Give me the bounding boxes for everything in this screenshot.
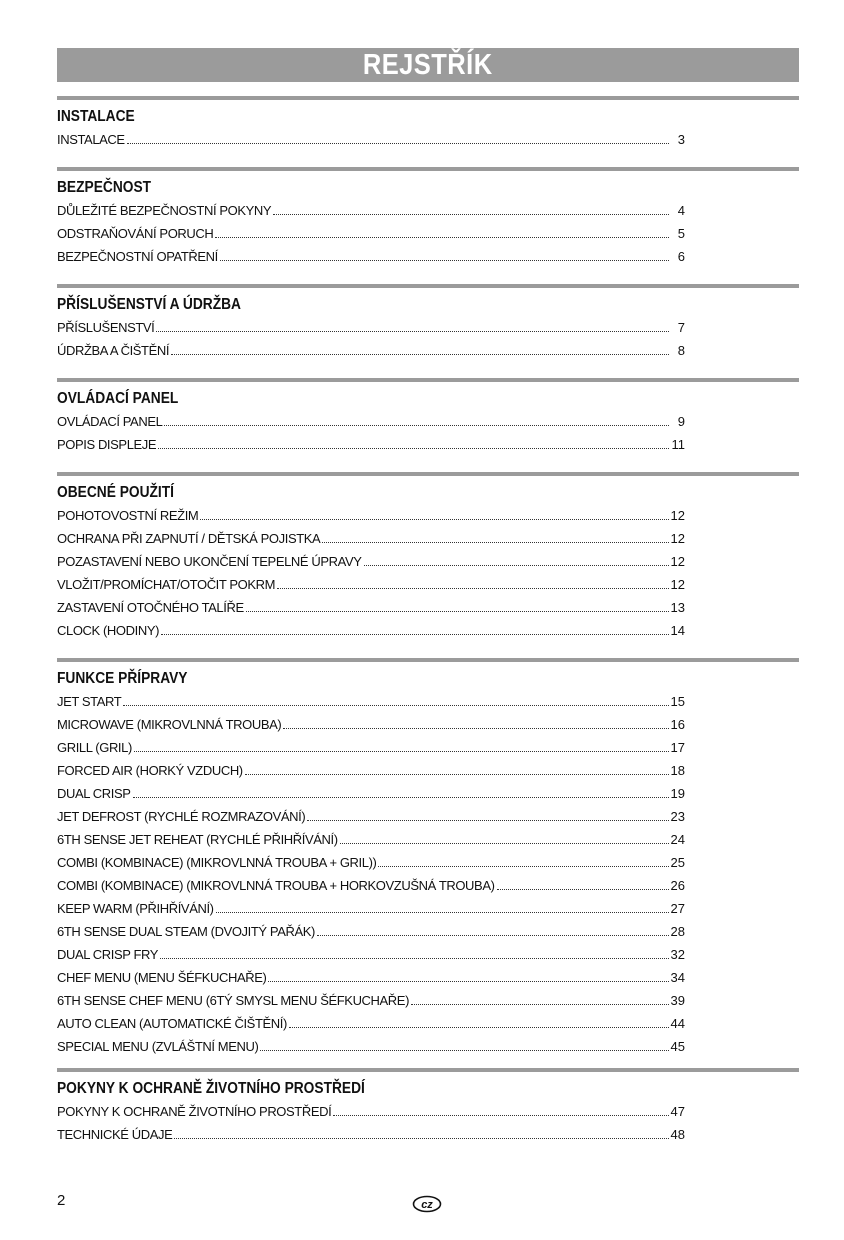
section-bezpecnost <box>57 167 799 268</box>
toc-entry-label: POKYNY K OCHRANĚ ŽIVOTNÍHO PROSTŘEDÍ <box>57 1104 332 1119</box>
toc-entry[interactable] <box>57 619 685 642</box>
language-badge-icon <box>412 1195 442 1213</box>
dot-leader <box>174 1130 668 1139</box>
toc-entry-page: 7 <box>677 320 685 335</box>
toc-entry-label: VLOŽIT/PROMÍCHAT/OTOČIT POKRM <box>57 577 276 592</box>
toc-entry-page: 8 <box>677 343 685 358</box>
toc-entry[interactable] <box>57 316 685 339</box>
toc-entry-page: 12 <box>670 508 685 523</box>
toc-entry-page: 45 <box>670 1039 685 1054</box>
toc-entry-label: SPECIAL MENU (ZVLÁŠTNÍ MENU) <box>57 1039 259 1054</box>
toc-entry[interactable] <box>57 966 685 989</box>
dot-leader <box>160 950 668 959</box>
toc-entry-label: CLOCK (HODINY) <box>57 623 160 638</box>
dot-leader <box>378 858 668 867</box>
toc-entry[interactable] <box>57 596 685 619</box>
dot-leader <box>156 323 669 332</box>
toc-entry-label: BEZPEČNOSTNÍ OPATŘENÍ <box>57 249 218 264</box>
toc-entry-page: 12 <box>670 554 685 569</box>
dot-leader <box>134 743 669 752</box>
toc-entry-label: GRILL (GRIL) <box>57 740 132 755</box>
toc-entry[interactable] <box>57 897 685 920</box>
toc-entry-page: 12 <box>670 577 685 592</box>
toc-entry[interactable] <box>57 713 685 736</box>
section-pokyny-zivotni-prostredi <box>57 1068 799 1146</box>
toc-entry-page: 34 <box>670 970 685 985</box>
dot-leader <box>333 1107 668 1116</box>
toc-entry[interactable] <box>57 1012 685 1035</box>
toc-entry-page: 18 <box>670 763 685 778</box>
section-heading: FUNKCE PŘÍPRAVY <box>57 670 188 687</box>
page-number: 2 <box>57 1192 66 1209</box>
toc-entry-page: 26 <box>670 878 685 893</box>
section-divider <box>57 658 799 662</box>
toc-entry-page: 47 <box>670 1104 685 1119</box>
page-title: REJSTŘÍK <box>363 48 493 81</box>
toc-entry-label: COMBI (KOMBINACE) (MIKROVLNNÁ TROUBA + GRIL)) <box>57 855 377 870</box>
toc-entry[interactable] <box>57 410 685 433</box>
toc-entry-page: 4 <box>677 203 685 218</box>
toc-entry[interactable] <box>57 433 685 456</box>
dot-leader <box>215 229 669 238</box>
toc-entry-label: COMBI (KOMBINACE) (MIKROVLNNÁ TROUBA + HORKOVZUŠNÁ TROUBA) <box>57 878 495 893</box>
toc-entry-label: PŘÍSLUŠENSTVÍ <box>57 320 155 335</box>
toc-entry-label: 6TH SENSE DUAL STEAM (DVOJITÝ PAŘÁK) <box>57 924 315 939</box>
dot-leader <box>268 973 668 982</box>
toc-entry[interactable] <box>57 550 685 573</box>
dot-leader <box>127 135 669 144</box>
dot-leader <box>364 557 669 566</box>
dot-leader <box>273 206 669 215</box>
toc-entry-page: 3 <box>677 132 685 147</box>
toc-entry[interactable] <box>57 874 685 897</box>
toc-entry-label: 6TH SENSE CHEF MENU (6TÝ SMYSL MENU ŠÉFKUCHAŘE) <box>57 993 409 1008</box>
section-heading: INSTALACE <box>57 108 135 125</box>
toc-entry-page: 19 <box>670 786 685 801</box>
section-heading: BEZPEČNOST <box>57 179 152 196</box>
section-divider <box>57 96 799 100</box>
toc-entry[interactable] <box>57 1100 685 1123</box>
dot-leader <box>216 904 669 913</box>
toc-entry-page: 24 <box>670 832 685 847</box>
section-divider <box>57 378 799 382</box>
toc-entry-label: ÚDRŽBA A ČIŠTĚNÍ <box>57 343 170 358</box>
toc-entry[interactable] <box>57 504 685 527</box>
dot-leader <box>164 417 669 426</box>
section-obecne-pouziti <box>57 472 799 642</box>
dot-leader <box>133 789 669 798</box>
section-divider <box>57 1068 799 1072</box>
dot-leader <box>123 697 668 706</box>
toc-entry-page: 11 <box>671 437 685 452</box>
toc-entry-page: 5 <box>677 226 685 241</box>
toc-entry-label: ODSTRAŇOVÁNÍ PORUCH <box>57 226 214 241</box>
toc-entry-page: 48 <box>670 1127 685 1142</box>
toc-entry-label: POZASTAVENÍ NEBO UKONČENÍ TEPELNÉ ÚPRAVY <box>57 554 362 569</box>
toc-entry-label: INSTALACE <box>57 132 125 147</box>
toc-entry-label: MICROWAVE (MIKROVLNNÁ TROUBA) <box>57 717 282 732</box>
toc-entry[interactable] <box>57 128 685 151</box>
toc-entry[interactable] <box>57 1035 685 1058</box>
toc-entry-label: DUAL CRISP FRY <box>57 947 159 962</box>
toc-entry[interactable] <box>57 527 685 550</box>
dot-leader <box>260 1042 668 1051</box>
toc-entry[interactable] <box>57 782 685 805</box>
dot-leader <box>171 346 669 355</box>
toc-entry-label: JET DEFROST (RYCHLÉ ROZMRAZOVÁNÍ) <box>57 809 306 824</box>
toc-entry-label: DUAL CRISP <box>57 786 131 801</box>
dot-leader <box>307 812 668 821</box>
section-funkce-pripravy <box>57 658 799 1058</box>
toc-entry-page: 39 <box>670 993 685 1008</box>
toc-entry-label: 6TH SENSE JET REHEAT (RYCHLÉ PŘIHŘÍVÁNÍ) <box>57 832 338 847</box>
section-heading: POKYNY K OCHRANĚ ŽIVOTNÍHO PROSTŘEDÍ <box>57 1080 365 1097</box>
dot-leader <box>246 603 669 612</box>
toc-entry[interactable] <box>57 339 685 362</box>
toc-entry[interactable] <box>57 989 685 1012</box>
toc-entry-page: 17 <box>670 740 685 755</box>
toc-entry[interactable] <box>57 805 685 828</box>
dot-leader <box>497 881 669 890</box>
section-heading: PŘÍSLUŠENSTVÍ A ÚDRŽBA <box>57 296 241 313</box>
toc-entry-page: 9 <box>677 414 685 429</box>
toc-entry[interactable] <box>57 736 685 759</box>
toc-entry-page: 25 <box>670 855 685 870</box>
toc-entry[interactable] <box>57 690 685 713</box>
toc-entry-page: 14 <box>670 623 685 638</box>
toc-entry-page: 12 <box>670 531 685 546</box>
section-divider <box>57 284 799 288</box>
section-divider <box>57 472 799 476</box>
section-ovladaci-panel <box>57 378 799 456</box>
dot-leader <box>322 534 668 543</box>
toc-entry-page: 27 <box>670 901 685 916</box>
toc-entry-label: DŮLEŽITÉ BEZPEČNOSTNÍ POKYNY <box>57 203 272 218</box>
toc-entry-page: 32 <box>670 947 685 962</box>
toc-entry-page: 13 <box>670 600 685 615</box>
toc-entry[interactable] <box>57 222 685 245</box>
dot-leader <box>283 720 668 729</box>
toc-entry-page: 6 <box>677 249 685 264</box>
toc-entry-page: 16 <box>670 717 685 732</box>
toc-entry[interactable] <box>57 943 685 966</box>
toc-entry-page: 15 <box>670 694 685 709</box>
toc-entry[interactable] <box>57 828 685 851</box>
toc-entry-label: AUTO CLEAN (AUTOMATICKÉ ČIŠTĚNÍ) <box>57 1016 287 1031</box>
toc-entry[interactable] <box>57 1123 685 1146</box>
section-heading: OBECNÉ POUŽITÍ <box>57 484 174 501</box>
dot-leader <box>340 835 669 844</box>
toc-entry-label: OCHRANA PŘI ZAPNUTÍ / DĚTSKÁ POJISTKA <box>57 531 321 546</box>
dot-leader <box>289 1019 669 1028</box>
toc-entry-page: 23 <box>670 809 685 824</box>
dot-leader <box>161 626 669 635</box>
title-bar <box>57 48 799 82</box>
section-heading: OVLÁDACÍ PANEL <box>57 390 179 407</box>
section-divider <box>57 167 799 171</box>
dot-leader <box>220 252 669 261</box>
toc-entry[interactable] <box>57 759 685 782</box>
toc-entry-label: KEEP WARM (PŘIHŘÍVÁNÍ) <box>57 901 214 916</box>
section-instalace <box>57 96 799 151</box>
dot-leader <box>200 511 668 520</box>
toc-entry-label: POPIS DISPLEJE <box>57 437 157 452</box>
toc-entry[interactable] <box>57 851 685 874</box>
dot-leader <box>317 927 669 936</box>
dot-leader <box>411 996 669 1005</box>
toc-entry-page: 44 <box>670 1016 685 1031</box>
toc-entry[interactable] <box>57 920 685 943</box>
toc-entry-label: ZASTAVENÍ OTOČNÉHO TALÍŘE <box>57 600 244 615</box>
toc-entry[interactable] <box>57 573 685 596</box>
dot-leader <box>277 580 668 589</box>
toc-entry[interactable] <box>57 199 685 222</box>
toc-entry-label: POHOTOVOSTNÍ REŽIM <box>57 508 199 523</box>
toc-entry-page: 28 <box>670 924 685 939</box>
toc-entry-label: JET START <box>57 694 122 709</box>
section-prislusenstvi <box>57 284 799 362</box>
dot-leader <box>245 766 669 775</box>
toc-entry[interactable] <box>57 245 685 268</box>
toc-entry-label: FORCED AIR (HORKÝ VZDUCH) <box>57 763 243 778</box>
toc-entry-label: TECHNICKÉ ÚDAJE <box>57 1127 173 1142</box>
language-badge-label: cz <box>421 1199 433 1211</box>
toc-entry-label: OVLÁDACÍ PANEL <box>57 414 163 429</box>
toc-entry-label: CHEF MENU (MENU ŠÉFKUCHAŘE) <box>57 970 267 985</box>
dot-leader <box>158 440 669 449</box>
